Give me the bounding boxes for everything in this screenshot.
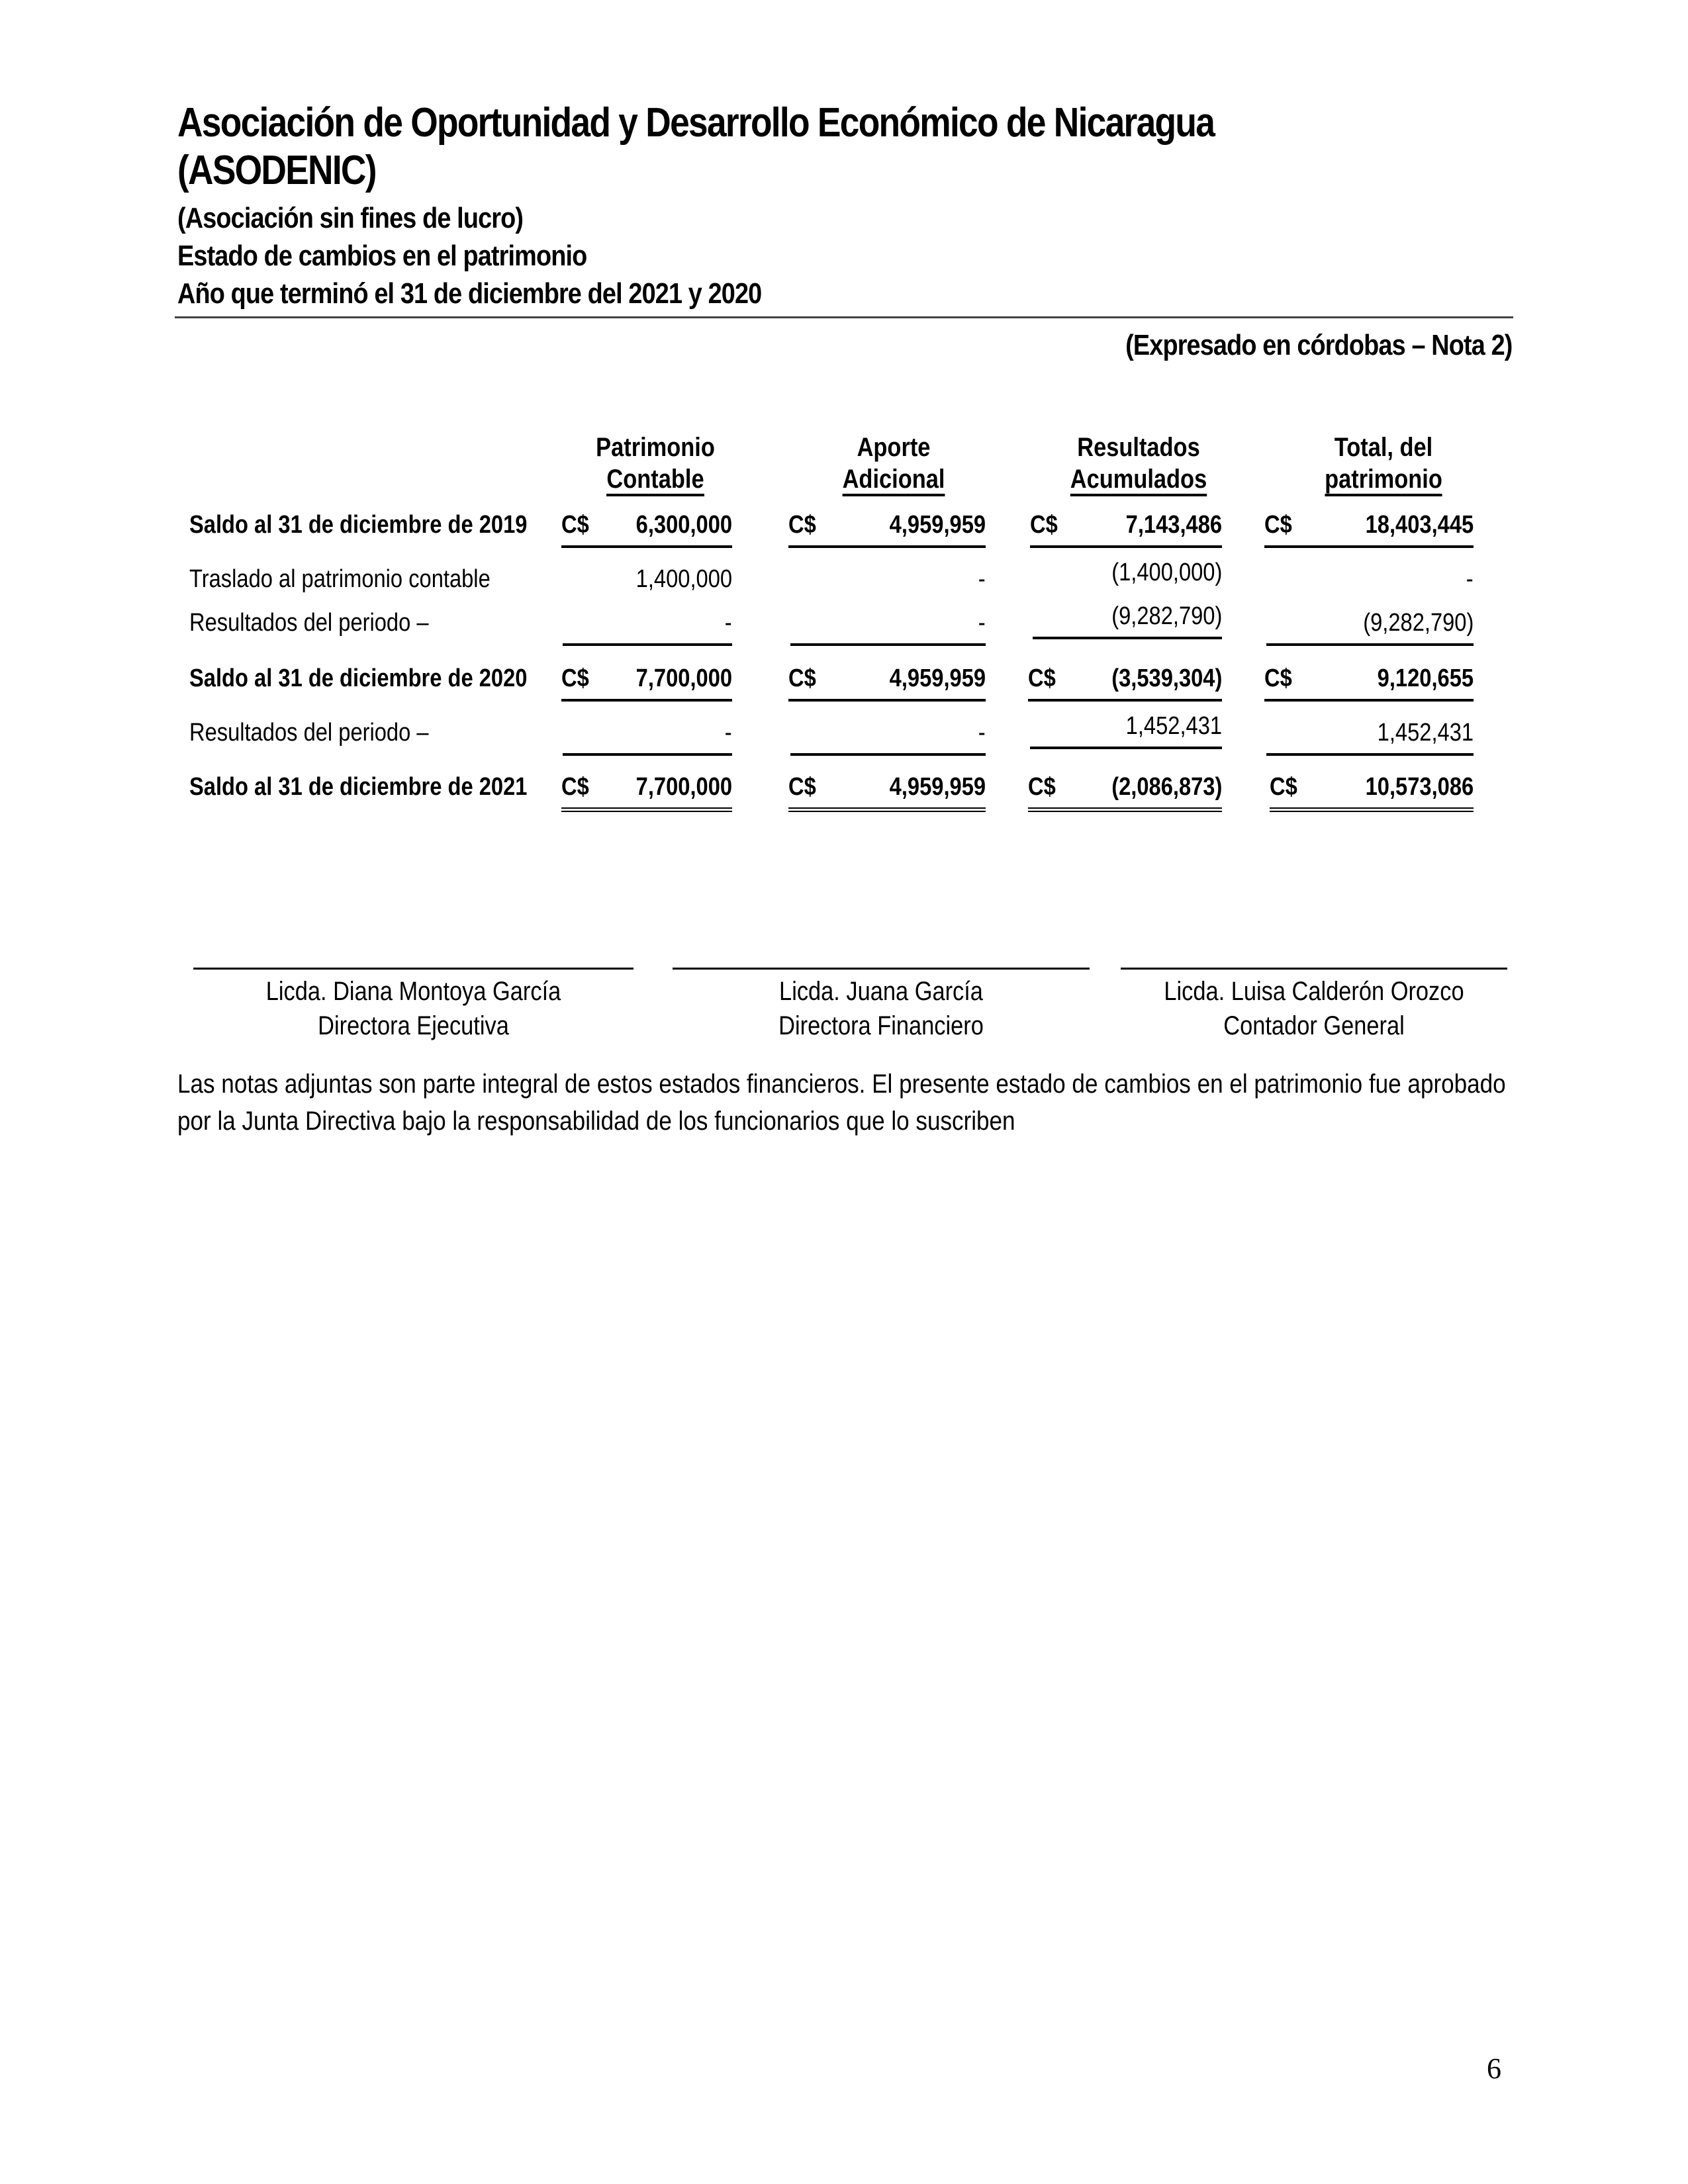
cell-patrimonio-contable: [561, 773, 732, 812]
cell-aporte-adicional: [788, 773, 986, 812]
statement-title: Estado de cambios en el patrimonio: [177, 240, 587, 272]
cell-value: 1,452,431: [1125, 712, 1222, 740]
signature-block-contador-general: [1121, 974, 1507, 1043]
signatory-name: Licda. Juana García: [779, 977, 983, 1006]
signature-line-1: [193, 968, 633, 970]
column-header-line1: Aporte: [857, 433, 931, 462]
cell-total-patrimonio: [1266, 609, 1474, 646]
currency-symbol: C$: [1030, 511, 1058, 539]
signature-line-3: [1121, 968, 1507, 970]
cell-value: -: [978, 609, 986, 637]
currency-symbol: C$: [561, 511, 589, 539]
row-label: Saldo al 31 de diciembre de 2021: [189, 773, 528, 801]
org-type: (Asociación sin fines de lucro): [177, 202, 524, 234]
cell-value: (9,282,790): [1362, 609, 1474, 637]
cell-patrimonio-contable: [561, 664, 732, 702]
currency-symbol: C$: [788, 773, 816, 801]
currency-symbol: C$: [788, 664, 816, 692]
column-header-line2: patrimonio: [1325, 465, 1442, 496]
column-header-resultados-acumulados: [1047, 432, 1229, 496]
cell-value: 10,573,086: [1365, 773, 1474, 801]
cell-value: 9,120,655: [1377, 664, 1474, 692]
org-name-line2: (ASODENIC): [177, 148, 376, 193]
cell-value: 18,403,445: [1365, 511, 1474, 539]
column-header-line2: Contable: [606, 465, 704, 496]
cell-value: 7,700,000: [635, 773, 732, 801]
cell-resultados-acumulados: [1033, 602, 1222, 639]
table-row-resultados-2020: [0, 602, 1688, 646]
page-number: 6: [1487, 2052, 1501, 2085]
cell-total-patrimonio: [1270, 773, 1474, 812]
currency-symbol: C$: [1264, 511, 1292, 539]
footer-note: Las notas adjuntas son parte integral de estos estados financieros. El presente estado de cambios en el patrimonio fue aprobado por la Junta Directiva bajo la responsabilidad de los funcionarios que lo suscriben: [177, 1069, 1506, 1136]
cell-aporte-adicional: [788, 664, 986, 702]
header-divider: [175, 316, 1513, 318]
signature-block-directora-ejecutiva: [193, 974, 633, 1043]
statement-period: Año que terminó el 31 de diciembre del 2021 y 2020: [177, 277, 762, 310]
cell-value: -: [725, 719, 732, 747]
cell-value: (9,282,790): [1111, 602, 1222, 630]
cell-patrimonio-contable: [563, 609, 732, 646]
currency-symbol: C$: [561, 664, 589, 692]
cell-value: -: [978, 565, 986, 593]
org-name-line1: Asociación de Oportunidad y Desarrollo Económico de Nicaragua: [177, 100, 1215, 146]
cell-total-patrimonio: [1264, 565, 1474, 600]
row-label: Saldo al 31 de diciembre de 2020: [189, 664, 528, 692]
cell-aporte-adicional: [788, 511, 986, 548]
column-header-total-patrimonio: [1292, 432, 1474, 496]
signature-block-directora-financiero: [673, 974, 1090, 1043]
cell-value: -: [978, 719, 986, 747]
row-label: Saldo al 31 de diciembre de 2019: [189, 511, 528, 539]
cell-value: 4,959,959: [889, 511, 986, 539]
cell-resultados-acumulados: [1030, 712, 1222, 749]
column-header-line1: Resultados: [1077, 433, 1200, 462]
table-row-saldo-2021: [0, 773, 1688, 810]
row-label: Resultados del periodo –: [189, 609, 429, 637]
signatory-title: Directora Financiero: [778, 1011, 984, 1040]
column-header-line2: Acumulados: [1070, 465, 1207, 496]
cell-value: 1,400,000: [635, 565, 732, 593]
signatory-name: Licda. Luisa Calderón Orozco: [1164, 977, 1464, 1006]
column-header-aporte-adicional: [802, 432, 984, 496]
cell-patrimonio-contable: [563, 719, 732, 756]
cell-aporte-adicional: [788, 565, 986, 600]
cell-total-patrimonio: [1266, 719, 1474, 756]
cell-value: 7,700,000: [635, 664, 732, 692]
currency-symbol: C$: [1028, 664, 1056, 692]
cell-aporte-adicional: [790, 609, 986, 646]
cell-resultados-acumulados: [1028, 664, 1222, 702]
column-header-patrimonio-contable: [570, 432, 741, 496]
signatory-title: Contador General: [1223, 1011, 1405, 1040]
cell-value: 4,959,959: [889, 773, 986, 801]
table-row-resultados-2021: [0, 712, 1688, 756]
table-row-traslado: [0, 559, 1688, 602]
cell-value: (1,400,000): [1111, 559, 1222, 586]
cell-value: 7,143,486: [1125, 511, 1222, 539]
column-header-line1: Patrimonio: [596, 433, 715, 462]
cell-value: (2,086,873): [1111, 773, 1222, 801]
currency-symbol: C$: [788, 511, 816, 539]
currency-units-note: (Expresado en córdobas – Nota 2): [1125, 329, 1513, 361]
cell-aporte-adicional: [790, 719, 986, 756]
cell-total-patrimonio: [1264, 511, 1474, 548]
cell-patrimonio-contable: [561, 511, 732, 548]
row-label: Resultados del periodo –: [189, 719, 429, 747]
cell-value: -: [1466, 565, 1474, 593]
cell-resultados-acumulados: [1030, 559, 1222, 593]
cell-patrimonio-contable: [561, 565, 732, 600]
column-header-line1: Total, del: [1334, 433, 1433, 462]
signatory-title: Directora Ejecutiva: [318, 1011, 509, 1040]
signature-line-2: [673, 968, 1090, 970]
currency-symbol: C$: [1028, 773, 1056, 801]
cell-value: (3,539,304): [1111, 664, 1222, 692]
table-row-saldo-2020: [0, 664, 1688, 702]
cell-total-patrimonio: [1264, 664, 1474, 702]
cell-value: 6,300,000: [635, 511, 732, 539]
cell-resultados-acumulados: [1030, 511, 1222, 548]
row-label: Traslado al patrimonio contable: [189, 565, 491, 593]
cell-value: 1,452,431: [1377, 719, 1474, 747]
signatory-name: Licda. Diana Montoya García: [265, 977, 561, 1006]
column-header-line2: Adicional: [843, 465, 945, 496]
cell-value: -: [725, 609, 732, 637]
currency-symbol: C$: [1264, 664, 1292, 692]
cell-resultados-acumulados: [1028, 773, 1222, 812]
currency-symbol: C$: [561, 773, 589, 801]
currency-symbol: C$: [1270, 773, 1297, 801]
cell-value: 4,959,959: [889, 664, 986, 692]
table-row-saldo-2019: [0, 511, 1688, 548]
